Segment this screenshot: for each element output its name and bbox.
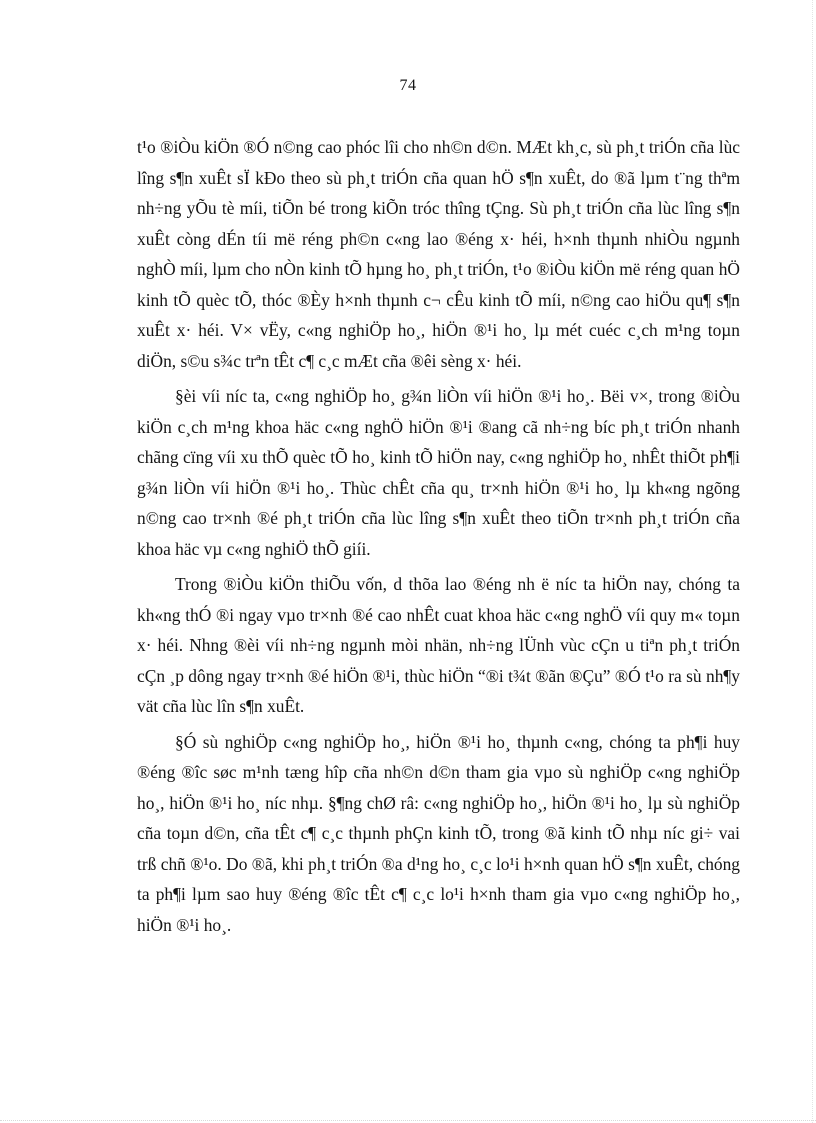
paragraph-3: Trong ®iÒu kiÖn thiÕu vốn, d thõa lao ®éng nh ë níc ta hiÖn nay, chóng ta kh«ng thÓ ®i ngay vµo tr×nh ®é cao nhÊt cuat khoa häc c«ng nghÖ víi quy m« toµn x· héi. Nhng ®èi víi nh÷ng ngµnh mòi nhän, nh÷ng lÜnh vùc cÇn u tiªn ph¸t triÓn cÇn ¸p dông ngay tr×nh ®é hiÖn ®¹i, thùc hiÖn “®i t¾t ®ãn ®Çu” ®Ó t¹o ra sù nh¶y vät cña lùc lîn s¶n xuÊt. bbox=[137, 574, 740, 716]
body-text bbox=[137, 132, 740, 945]
paragraph-2: §èi víi níc ta, c«ng nghiÖp ho¸ g¾n liÒn víi hiÖn ®¹i ho¸. Bëi v×, trong ®iÒu kiÖn c¸ch m¹ng khoa häc c«ng nghÖ hiÖn ®¹i ®ang cã nh÷ng bíc ph¸t triÓn nhanh chãng cïng víi xu thÕ quèc tÕ ho¸ kinh tÕ hiÖn nay, c«ng nghiÖp ho¸ nhÊt thiÕt ph¶i g¾n liÒn víi hiÖn ®¹i ho¸. Thùc chÊt cña qu¸ tr×nh hiÖn ®¹i ho¸ lµ kh«ng ngõng n©ng cao tr×nh ®é ph¸t triÓn cña lùc lîng s¶n xuÊt theo tiÕn tr×nh ph¸t triÓn cña khoa häc vµ c«ng nghiÖ thÕ giíi. bbox=[137, 386, 740, 559]
paragraph-1: t¹o ®iÒu kiÖn ®Ó n©ng cao phóc lîi cho nh©n d©n. MÆt kh¸c, sù ph¸t triÓn cña lùc lîng s¶n xuÊt sÏ kÐo theo sù ph¸t triÓn cña quan hÖ s¶n xuÊt, do ®ã lµm t¨ng thªm nh÷ng yÕu tè míi, tiÕn bé trong kiÕn tróc thîng tÇng. Sù ph¸t triÓn cña lùc lîng s¶n xuÊt còng dÉn tíi më réng ph©n c«ng lao ®éng x· héi, h×nh thµnh nhiÒu ngµnh nghÒ míi, lµm cho nÒn kinh tÕ hµng ho¸ ph¸t triÓn, t¹o ®iÒu kiÖn më réng quan hÖ kinh tÕ quèc tÕ, thóc ®Èy h×nh thµnh c¬ cÊu kinh tÕ míi, n©ng cao hiÖu qu¶ s¶n xuÊt x· héi. V× vËy, c«ng nghiÖp ho¸, hiÖn ®¹i ho¸ lµ mét cuéc c¸ch m¹ng toµn diÖn, s©u s¾c trªn tÊt c¶ c¸c mÆt cña ®êi sèng x· héi. bbox=[137, 137, 740, 371]
paragraph-4: §Ó sù nghiÖp c«ng nghiÖp ho¸, hiÖn ®¹i ho¸ thµnh c«ng, chóng ta ph¶i huy ®éng ®îc søc m¹nh tæng hîp cña nh©n d©n tham gia vµo sù nghiÖp c«ng nghiÖp ho¸, hiÖn ®¹i ho¸ níc nhµ. §¶ng chØ râ: c«ng nghiÖp ho¸, hiÖn ®¹i ho¸ lµ sù nghiÖp cña toµn d©n, cña tÊt c¶ c¸c thµnh phÇn kinh tÕ, trong ®ã kinh tÕ nhµ níc gi÷ vai trß chñ ®¹o. Do ®ã, khi ph¸t triÓn ®a d¹ng ho¸ c¸c lo¹i h×nh quan hÖ s¶n xuÊt, chóng ta ph¶i lµm sao huy ®éng ®îc tÊt c¶ c¸c lo¹i h×nh tham gia vµo c«ng nghiÖp ho¸, hiÖn ®¹i ho¸. bbox=[137, 731, 740, 935]
page-number: 74 bbox=[399, 77, 417, 94]
page-right-edge bbox=[812, 0, 813, 1123]
page-bottom-edge bbox=[0, 1120, 816, 1121]
